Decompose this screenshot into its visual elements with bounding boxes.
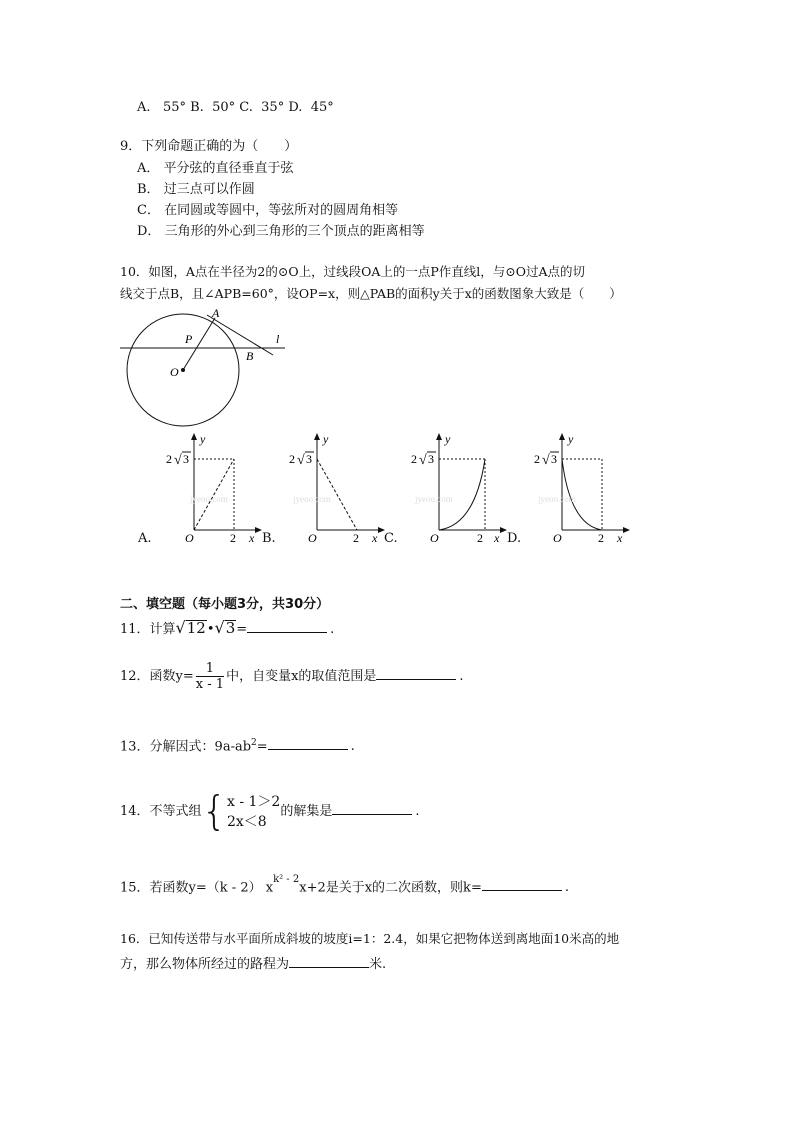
- q11-radicand-2: 3: [225, 619, 236, 637]
- q9-option-b-text: 过三点可以作圆: [163, 182, 255, 197]
- graph-c-y-arrow: [436, 433, 442, 440]
- q16-line1: 16．已知传送带与水平面所成斜坡的坡度i=1：2.4，如果它把物体送到离地面10米高的地: [120, 931, 620, 946]
- q9-option-c-text: 在同圆或等圆中，等弦所对的圆周角相等: [164, 203, 399, 218]
- q11: [120, 618, 334, 639]
- q8-option-d-text: 45°: [310, 100, 334, 115]
- graph-d-y-arrow: [559, 433, 565, 440]
- graph-b-y-arrow: [314, 433, 320, 440]
- graph-d-root-sign: √: [542, 453, 550, 468]
- graph-a-two: 2: [230, 531, 236, 545]
- q9-option-d-text: 三角形的外心到三角形的三个顶点的距离相等: [164, 224, 425, 239]
- graph-c-origin: O: [430, 531, 439, 545]
- q16-answer-blank[interactable]: [289, 953, 369, 968]
- choice-a-label: A.: [138, 531, 152, 546]
- q11-root-sign-2: √: [214, 618, 225, 637]
- q9-stem: 9．下列命题正确的为（ ）: [120, 139, 298, 154]
- graph-a-x-arrow: [255, 527, 262, 533]
- q8-option-d-letter: D.: [288, 100, 303, 115]
- q9-option-b: [137, 181, 255, 199]
- q10-stem-line1: 10．如图，A点在半径为2的⊙O上，过线段OA上的一点P作直线l，与⊙O过A点的切: [120, 264, 586, 279]
- q13-answer-blank[interactable]: [268, 735, 348, 750]
- q15-suffix: x+2是关于x的二次函数，则k=: [299, 880, 482, 896]
- graph-c-x-arrow: [500, 527, 507, 533]
- graph-d-two: 2: [598, 531, 604, 545]
- graph-a-y-label: y: [200, 432, 206, 446]
- graph-a-origin: O: [185, 531, 194, 545]
- q16-line2-suffix: 米.: [369, 957, 387, 972]
- graph-d-x-arrow: [623, 527, 630, 533]
- graph-d-y-label: y: [568, 432, 574, 446]
- graph-c-root-sign: √: [419, 453, 427, 468]
- choice-d-label: D.: [507, 531, 522, 546]
- q14-system: [227, 792, 280, 832]
- q9-option-a-letter: A．: [137, 161, 160, 176]
- q16-line2-prefix: 方，那么物体所经过的路程为: [120, 957, 290, 972]
- graph-d-coef: 2: [534, 452, 540, 466]
- q13-end: .: [350, 739, 355, 755]
- q8-option-b-letter: B.: [190, 100, 204, 115]
- q14-suffix: 的解集是: [280, 804, 333, 819]
- tangent-ab: [207, 315, 273, 355]
- q14: [120, 788, 420, 836]
- q14-row1: x - 1＞2: [227, 793, 281, 810]
- q13-suffix: =: [256, 739, 268, 755]
- q11-radicand-1: 12: [186, 619, 206, 637]
- q11-root-sign-1: √: [175, 618, 186, 637]
- graph-a-root-sign: √: [174, 453, 182, 468]
- q15: [120, 875, 569, 897]
- q15-answer-blank[interactable]: [482, 876, 562, 891]
- graph-c-x-label: x: [494, 531, 500, 545]
- q9-option-a: [137, 160, 294, 178]
- q8-option-b-text: 50°: [212, 100, 236, 115]
- q13-prefix: 13．分解因式：9a-ab: [120, 739, 252, 755]
- q8-option-a-text: 55°: [162, 100, 186, 115]
- q14-brace: {: [201, 788, 227, 835]
- q14-row2: 2x＜8: [227, 813, 267, 830]
- q12: [120, 660, 464, 694]
- q14-prefix: 14．不等式组: [120, 804, 202, 819]
- q12-fraction: [196, 661, 224, 692]
- graph-d-origin: O: [553, 531, 562, 545]
- graph-c-watermark: jyeoo.com: [415, 494, 453, 504]
- q13: [120, 734, 355, 756]
- graph-b-watermark: jyeoo.com: [293, 494, 331, 504]
- q9-option-d: [137, 223, 425, 241]
- q9-option-d-letter: D．: [137, 224, 161, 239]
- choice-c-label: C.: [384, 531, 398, 546]
- graph-c-y-label: y: [445, 432, 451, 446]
- graph-d-watermark: jyeoo.com: [538, 494, 576, 504]
- graph-a: [160, 430, 270, 545]
- q10-stem-line2: 线交于点B，且∠APB=60°，设OP=x，则△PAB的面积y关于x的函数图象大致是（ ）: [120, 286, 622, 301]
- q8-options: [137, 99, 334, 117]
- q12-end: .: [459, 669, 464, 684]
- point-o: [181, 368, 185, 372]
- graph-b-coef: 2: [289, 452, 295, 466]
- label-p: P: [185, 332, 193, 346]
- q10-circle-figure: [115, 305, 300, 430]
- graph-a-watermark: jyeoo.com: [190, 494, 228, 504]
- graph-b-y-label: y: [323, 432, 329, 446]
- q12-suffix: 中，自变量x的取值范围是: [226, 669, 377, 684]
- graph-d: [528, 430, 638, 545]
- graph-c-coef: 2: [411, 452, 417, 466]
- q12-y-eq: y=: [175, 669, 194, 684]
- q9-option-c-letter: C．: [137, 203, 160, 218]
- q11-prefix: 11．计算: [120, 622, 176, 637]
- choice-b-label: B.: [262, 531, 276, 546]
- label-l: l: [276, 332, 280, 346]
- q8-option-c-text: 35°: [261, 100, 285, 115]
- section2-title: 二、填空题（每小题3分，共30分）: [120, 597, 330, 612]
- graph-c-root3: 3: [428, 452, 434, 466]
- graph-b-root-sign: √: [297, 453, 305, 468]
- q12-answer-blank[interactable]: [376, 665, 456, 680]
- graph-a-coef: 2: [166, 452, 172, 466]
- label-a: A: [212, 306, 220, 320]
- graph-d-x-label: x: [617, 531, 623, 545]
- q15-prefix: 15．若函数y=（k - 2） x: [120, 880, 274, 896]
- q9-option-b-letter: B．: [137, 182, 160, 197]
- graph-b-x-label: x: [372, 531, 378, 545]
- q14-end: .: [415, 804, 420, 819]
- q11-end: .: [330, 622, 335, 637]
- q12-prefix: 12．函数: [120, 669, 176, 684]
- graph-c: [405, 430, 515, 545]
- graph-a-root3: 3: [183, 452, 189, 466]
- graph-b-root3: 3: [306, 452, 312, 466]
- q12-numerator: 1: [196, 661, 224, 677]
- q16-line2: [120, 953, 386, 974]
- q9-option-a-text: 平分弦的直径垂直于弦: [163, 161, 294, 176]
- label-b: B: [246, 349, 254, 363]
- graph-c-two: 2: [477, 531, 483, 545]
- graph-a-y-arrow: [191, 433, 197, 440]
- graph-d-root3: 3: [551, 452, 557, 466]
- q15-end: .: [564, 880, 569, 896]
- q8-option-c-letter: C.: [239, 100, 253, 115]
- q9-option-c: [137, 202, 398, 220]
- label-o: O: [170, 365, 179, 379]
- q8-option-a-letter: A.: [137, 100, 151, 115]
- q14-answer-blank[interactable]: [332, 800, 412, 815]
- graph-b-origin: O: [308, 531, 317, 545]
- graph-a-x-label: x: [249, 531, 255, 545]
- q11-equals: =: [236, 622, 248, 637]
- q15-exponent: k² - 2: [273, 874, 300, 885]
- graph-b: [283, 430, 393, 545]
- q11-answer-blank[interactable]: [247, 618, 327, 633]
- q12-denominator: x - 1: [195, 677, 225, 692]
- q13-exponent: 2: [251, 738, 257, 748]
- graph-b-two: 2: [353, 531, 359, 545]
- q11-dot: •: [206, 622, 215, 637]
